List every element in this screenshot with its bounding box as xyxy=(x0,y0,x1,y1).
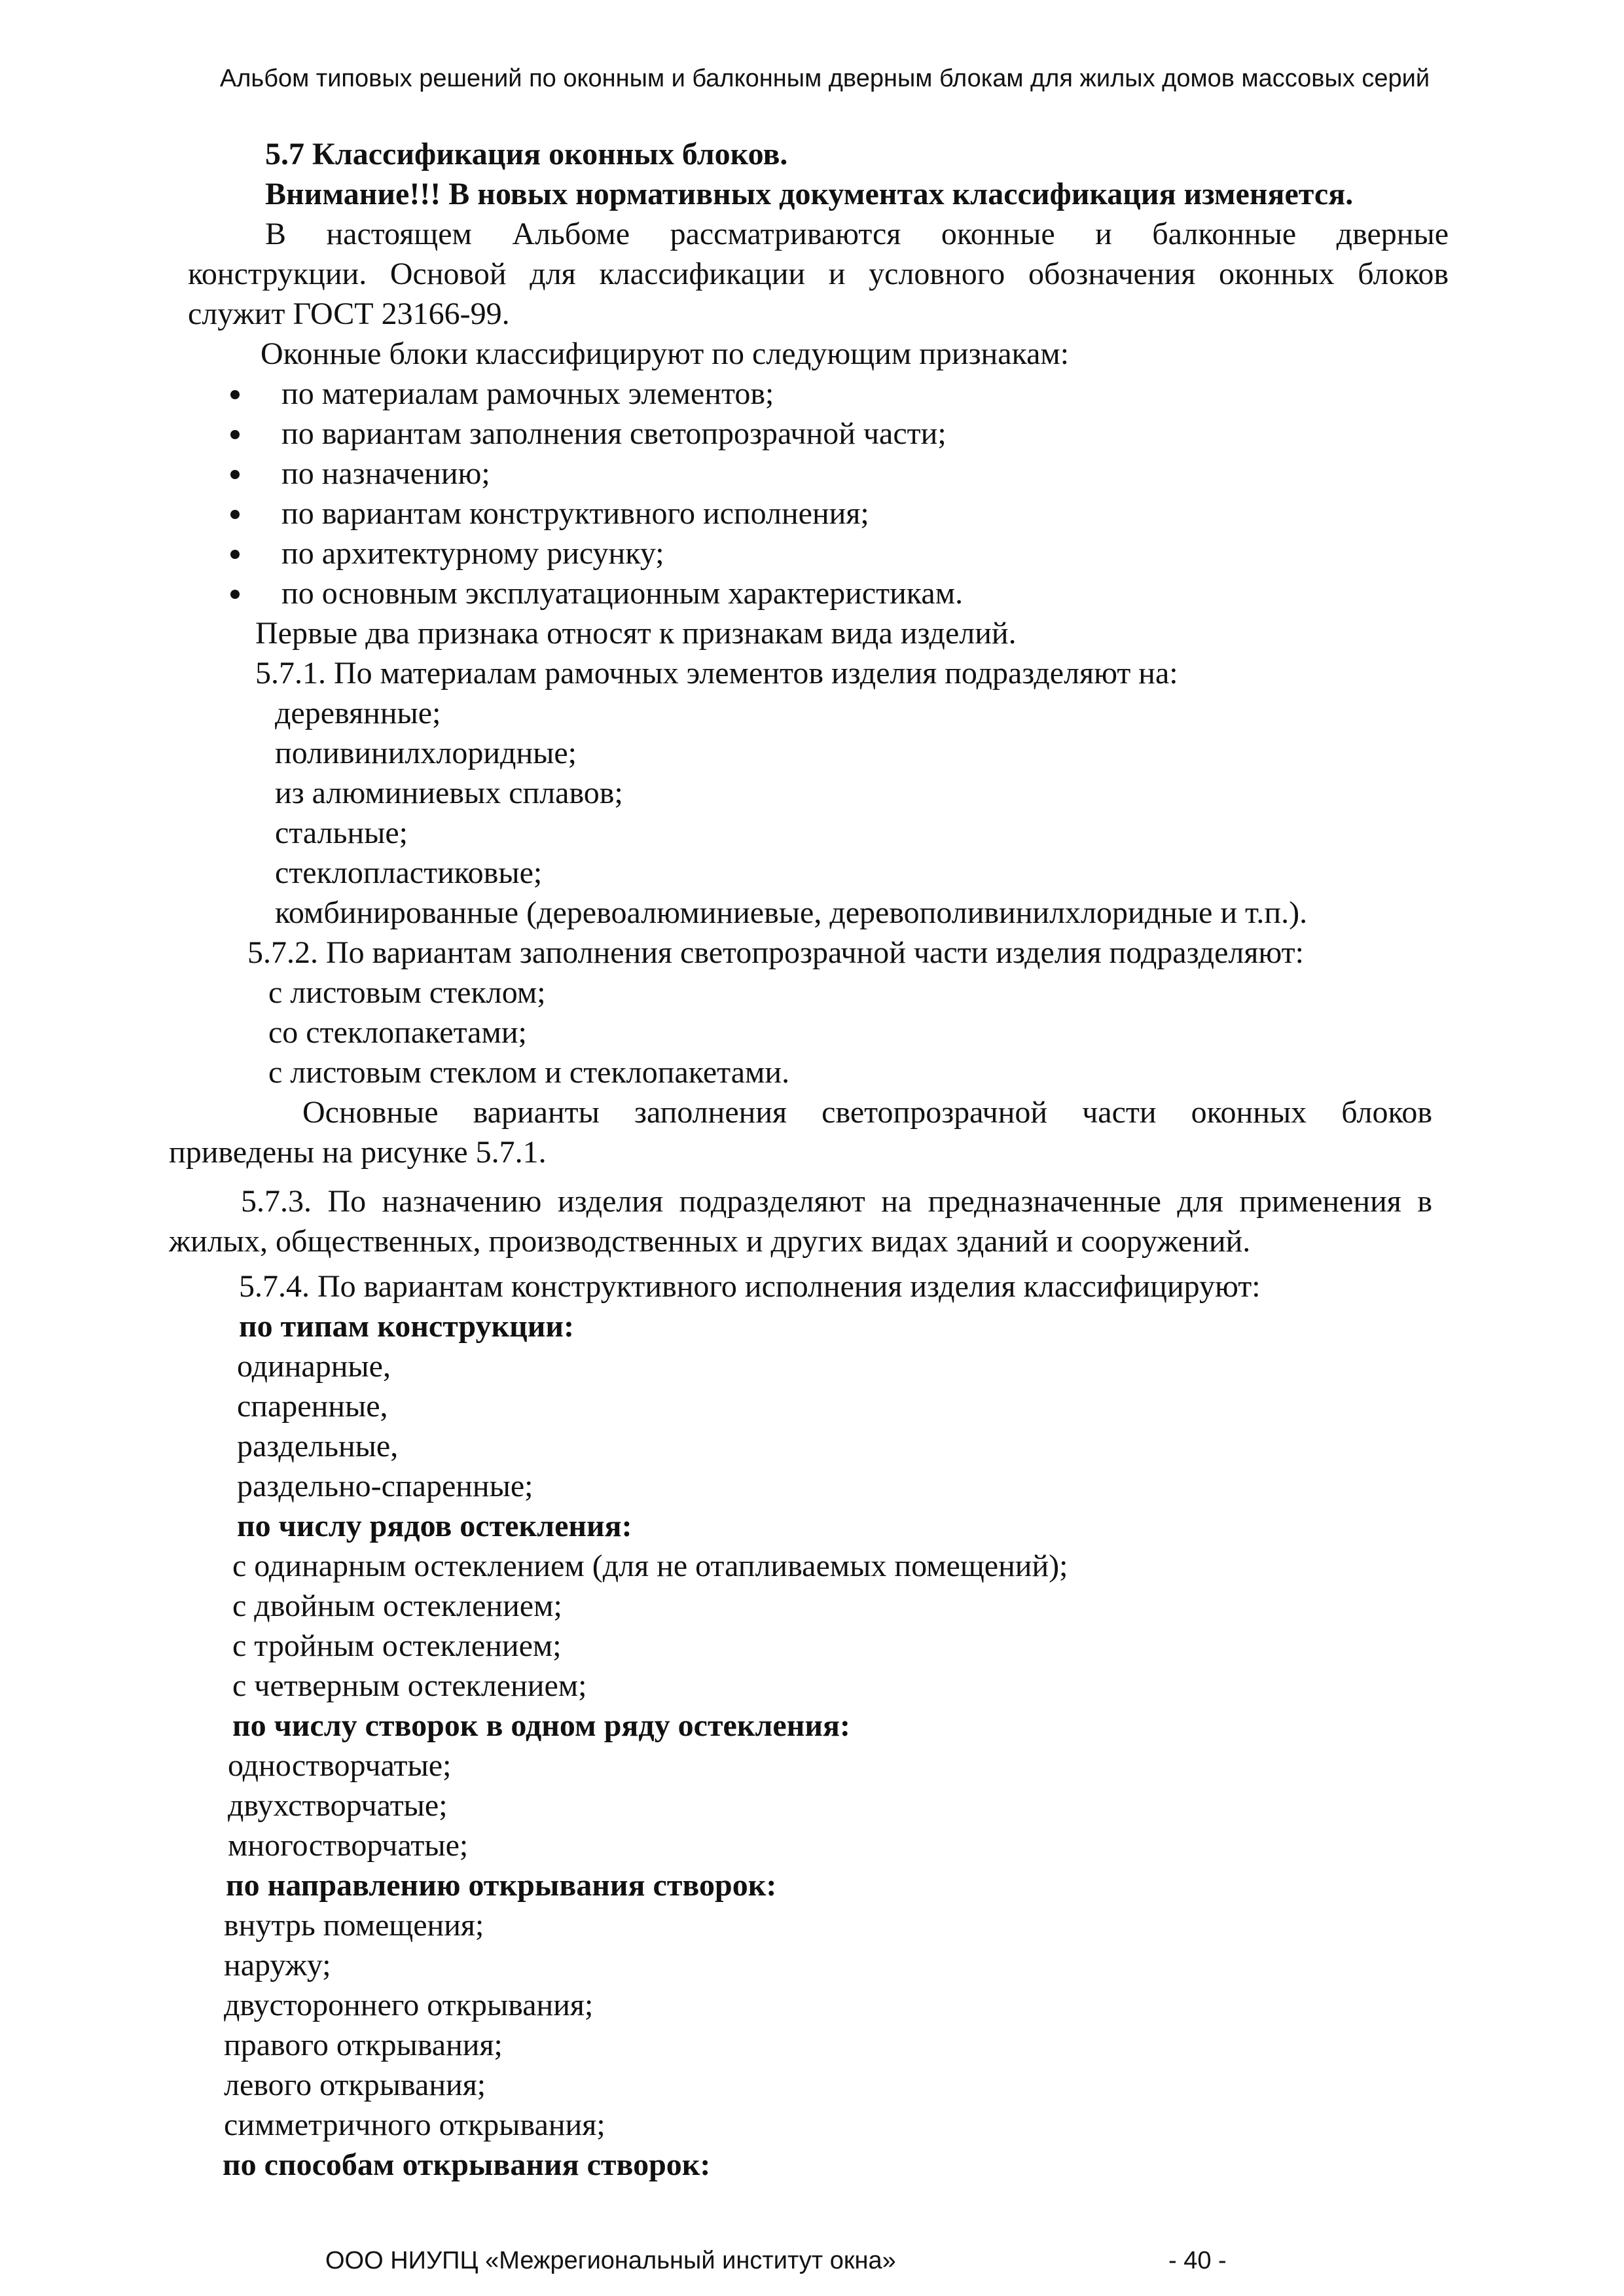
criteria-item xyxy=(0,493,1624,533)
bullet-icon xyxy=(230,590,240,599)
glazing-rows-item: с двойным остеклением; xyxy=(232,1588,562,1623)
material-item: поливинилхлоридные; xyxy=(275,736,577,770)
criteria-item-text: по вариантам заполнения светопрозрачной части; xyxy=(281,416,947,451)
footer-organization: ООО НИУПЦ «Межрегиональный институт окна» xyxy=(325,2247,896,2274)
figure-reference-line: Основные варианты заполнения светопрозрачной части оконных блоков xyxy=(302,1095,1432,1130)
criteria-item-text: по основным эксплуатационным характеристикам. xyxy=(281,576,964,611)
criteria-item xyxy=(0,454,1624,493)
sash-count-item: многостворчатые; xyxy=(228,1828,469,1863)
material-item: стальные; xyxy=(275,816,408,850)
bullet-icon xyxy=(230,390,240,399)
criteria-intro: Оконные блоки классифицируют по следующим признакам: xyxy=(261,336,1070,371)
subsection-heading-5-7-2: 5.7.2. По вариантам заполнения светопрозрачной части изделия подразделяют: xyxy=(247,935,1304,970)
material-item: из алюминиевых сплавов; xyxy=(275,776,623,810)
opening-direction-item: правого открывания; xyxy=(224,2028,503,2062)
criteria-item xyxy=(0,573,1624,613)
section-title: 5.7 Классификация оконных блоков. xyxy=(265,137,788,171)
construction-type-item: раздельно-спаренные; xyxy=(237,1469,533,1503)
group-title: по числу створок в одном ряду остекления: xyxy=(232,1708,850,1743)
criteria-item xyxy=(0,414,1624,454)
material-item: стеклопластиковые; xyxy=(275,855,543,890)
material-item: комбинированные (деревоалюминиевые, деревополивинилхлоридные и т.п.). xyxy=(275,895,1308,930)
criteria-item-text: по материалам рамочных элементов; xyxy=(281,376,774,411)
criteria-item-text: по вариантам конструктивного исполнения; xyxy=(281,496,869,531)
subsection-5-7-3-line: жилых, общественных, производственных и других видах зданий и сооружений. xyxy=(169,1224,1251,1259)
opening-direction-item: двустороннего открывания; xyxy=(224,1988,594,2022)
warning-note: Внимание!!! В новых нормативных документах классификация изменяется. xyxy=(265,177,1354,211)
glazing-rows-item: с одинарным остеклением (для не отапливаемых помещений); xyxy=(232,1549,1068,1583)
criteria-item-text: по назначению; xyxy=(281,456,490,491)
page-number: - 40 - xyxy=(1168,2247,1227,2274)
intro-paragraph-line: конструкции. Основой для классификации и условного обозначения оконных блоков xyxy=(188,257,1449,291)
bullet-icon xyxy=(230,470,240,479)
criteria-note: Первые два признака относят к признакам вида изделий. xyxy=(255,616,1017,651)
criteria-item-text: по архитектурному рисунку; xyxy=(281,536,664,571)
material-item: деревянные; xyxy=(275,696,441,730)
criteria-item xyxy=(0,533,1624,573)
construction-type-item: раздельные, xyxy=(237,1429,399,1463)
group-title: по направлению открывания створок: xyxy=(226,1868,777,1903)
page-footer xyxy=(0,2245,1624,2278)
group-title: по способам открывания створок: xyxy=(223,2147,711,2182)
opening-direction-item: левого открывания; xyxy=(224,2068,486,2102)
figure-reference-line: приведены на рисунке 5.7.1. xyxy=(169,1135,547,1170)
bullet-icon xyxy=(230,430,240,439)
glazing-item: с листовым стеклом и стеклопакетами. xyxy=(268,1055,790,1090)
group-title: по типам конструкции: xyxy=(239,1309,575,1344)
subsection-heading-5-7-1: 5.7.1. По материалам рамочных элементов изделия подразделяют на: xyxy=(255,656,1178,691)
intro-paragraph-line: служит ГОСТ 23166-99. xyxy=(188,296,510,331)
subsection-heading-5-7-4: 5.7.4. По вариантам конструктивного исполнения изделия классифицируют: xyxy=(239,1269,1261,1304)
criteria-item xyxy=(0,374,1624,414)
glazing-item: со стеклопакетами; xyxy=(268,1015,527,1050)
criteria-list xyxy=(0,374,1624,613)
bullet-icon xyxy=(230,550,240,559)
running-header: Альбом типовых решений по оконным и балконным дверным блокам для жилых домов массовых серий xyxy=(219,65,1430,92)
opening-direction-item: симметричного открывания; xyxy=(224,2108,605,2142)
subsection-5-7-3-line: 5.7.3. По назначению изделия подразделяют на предназначенные для применения в xyxy=(241,1184,1432,1219)
bullet-icon xyxy=(230,510,240,519)
sash-count-item: одностворчатые; xyxy=(228,1748,452,1783)
sash-count-item: двухстворчатые; xyxy=(228,1788,448,1823)
glazing-rows-item: с четверным остеклением; xyxy=(232,1668,587,1703)
page-body xyxy=(0,134,1624,2185)
intro-paragraph-line: В настоящем Альбоме рассматриваются оконные и балконные дверные xyxy=(265,217,1449,251)
glazing-rows-item: с тройным остеклением; xyxy=(232,1628,562,1663)
construction-type-item: одинарные, xyxy=(237,1349,391,1384)
group-title: по числу рядов остекления: xyxy=(237,1509,632,1543)
opening-direction-item: наружу; xyxy=(224,1948,331,1982)
glazing-item: с листовым стеклом; xyxy=(268,975,546,1010)
construction-type-item: спаренные, xyxy=(237,1389,388,1424)
opening-direction-item: внутрь помещения; xyxy=(224,1908,484,1943)
